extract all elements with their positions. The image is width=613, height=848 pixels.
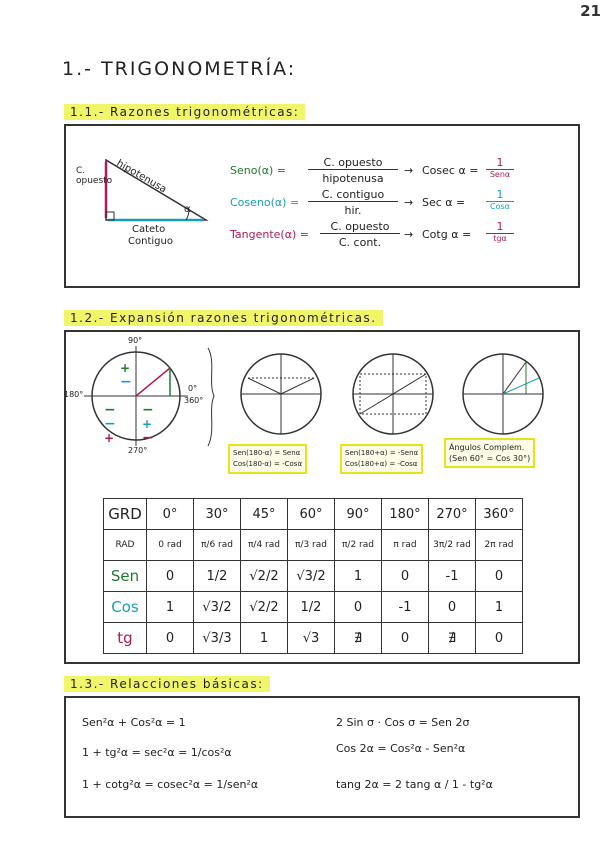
circle-supplementary [226,348,336,438]
angle-360-label: 360° [184,396,204,405]
table-cell: 1 [241,623,288,654]
svg-text:−: − [142,402,154,418]
table-cell: 0 [429,592,476,623]
tan-den: C. cont. [338,236,382,249]
note-complementary [444,438,535,468]
sec-den: Cosα [490,202,510,211]
table-cell: 60° [288,499,335,530]
table-cell: π/3 rad [288,530,335,561]
table-row-tg [104,623,523,654]
table-cell: ∄ [429,623,476,654]
sen-den: hipotenusa [322,172,384,185]
section-heading-1-3: 1.3.- Relacciones básicas: [64,676,270,692]
sen-lhs: Seno(α) = [230,164,286,177]
table-cell: 0° [147,499,194,530]
cosec-num: 1 [486,156,514,170]
table-row-sen [104,561,523,592]
table-cell: π rad [382,530,429,561]
note-opposite-cos: Cos(180+α) = -Cosα [345,460,418,468]
trig-values-table [103,498,523,654]
tan-lhs: Tangente(α) = [230,228,309,241]
row-header: GRD [104,499,147,530]
cos-num: C. contiguo [308,188,398,202]
angle-270-label: 270° [128,446,148,455]
sen-num: C. opuesto [308,156,398,170]
table-cell: π/4 rad [241,530,288,561]
table-cell: 3π/2 rad [429,530,476,561]
opposite-label: C. opuesto [76,166,113,186]
tan-arrow: → [404,228,414,241]
note-opposite [340,444,423,474]
table-cell: π/2 rad [335,530,382,561]
table-cell: 0 [147,623,194,654]
note-complementary-example: (Sen 60° = Cos 30°) [449,454,531,463]
table-cell: √3/2 [194,592,241,623]
row-header: RAD [104,530,147,561]
cos-arrow: → [404,196,414,209]
svg-text:−: − [104,402,116,418]
table-cell: 0 [476,561,523,592]
angle-label: α [184,204,191,215]
row-header: Cos [104,592,147,623]
table-cell: 0 [382,623,429,654]
identity-tangent: 1 + tg²α = sec²α = 1/cos²α [82,746,232,759]
table-cell: 0 [382,561,429,592]
note-opposite-sen: Sen(180+α) = -Senα [345,449,419,457]
svg-text:−: − [142,430,154,446]
triangle-diagram [94,154,224,234]
table-cell: 0 [476,623,523,654]
hypotenuse-label: hipotenusa [114,158,169,196]
table-cell: √3/2 [288,561,335,592]
cotg-den: tgα [493,234,507,243]
cosec-lhs: Cosec α = [422,164,479,177]
table-cell: 0 [147,561,194,592]
table-row-grd [104,499,523,530]
table-cell: -1 [429,561,476,592]
sen-arrow: → [404,164,414,177]
identity-cos-double: Cos 2α = Cos²α - Sen²α [336,742,466,755]
svg-text:−: − [104,416,116,432]
table-cell: 1 [335,561,382,592]
row-header: tg [104,623,147,654]
table-cell: 1/2 [194,561,241,592]
cos-den: hir. [344,204,362,217]
angle-180-label: 180° [64,390,84,399]
svg-text:+: + [142,417,153,431]
identity-sin-double: 2 Sin σ · Cos σ = Sen 2σ [336,716,470,729]
section-heading-1-2: 1.2.- Expansión razones trigonométricas. [64,310,383,326]
identity-tan-double: tang 2α = 2 tang α / 1 - tg²α [336,778,493,791]
identity-cotangent: 1 + cotg²α = cosec²α = 1/sen²α [82,778,259,791]
table-cell: 30° [194,499,241,530]
adjacent-label-2: Contiguo [128,236,173,247]
page-title: 1.- TRIGONOMETRÍA: [62,58,297,80]
tan-num: C. opuesto [320,220,400,234]
table-cell: 0 rad [147,530,194,561]
cosec-den: Senα [489,170,511,179]
table-cell: ∄ [335,623,382,654]
svg-text:+: + [120,361,131,375]
table-cell: 0 [335,592,382,623]
table-cell: π/6 rad [194,530,241,561]
table-cell: 45° [241,499,288,530]
section-heading-1-1: 1.1.- Razones trigonométricas: [64,104,305,120]
table-cell: 90° [335,499,382,530]
table-row-rad [104,530,523,561]
table-cell: 360° [476,499,523,530]
sec-lhs: Sec α = [422,196,466,209]
table-cell: √2/2 [241,592,288,623]
circle-opposite [338,348,448,438]
circle-complementary [448,348,558,438]
note-supplementary-cos: Cos(180-α) = -Cosα [233,460,303,468]
angle-90-label: 90° [128,336,143,345]
note-complementary-title: Ángulos Complem. [449,443,525,452]
identity-pythagorean: Sen²α + Cos²α = 1 [82,716,186,729]
note-supplementary-sen: Sen(180-α) = Senα [233,449,301,457]
angle-0-label: 0° [188,384,198,393]
cotg-lhs: Cotg α = [422,228,472,241]
table-row-cos [104,592,523,623]
table-cell: 270° [429,499,476,530]
table-cell: 1 [476,592,523,623]
note-supplementary [228,444,307,474]
sec-num: 1 [486,188,514,202]
section-box-1-1 [64,124,580,288]
table-cell: √3 [288,623,335,654]
table-cell: 180° [382,499,429,530]
table-cell: 1/2 [288,592,335,623]
svg-text:−: − [120,374,132,390]
svg-text:+: + [104,431,115,445]
row-header: Sen [104,561,147,592]
adjacent-label-1: Cateto [132,224,166,235]
table-cell: -1 [382,592,429,623]
table-cell: 1 [147,592,194,623]
page-number: 21 [580,2,601,20]
table-cell: 2π rad [476,530,523,561]
table-cell: √3/3 [194,623,241,654]
section-box-1-3 [64,696,580,818]
cotg-num: 1 [486,220,514,234]
table-cell: √2/2 [241,561,288,592]
cos-lhs: Coseno(α) = [230,196,300,209]
